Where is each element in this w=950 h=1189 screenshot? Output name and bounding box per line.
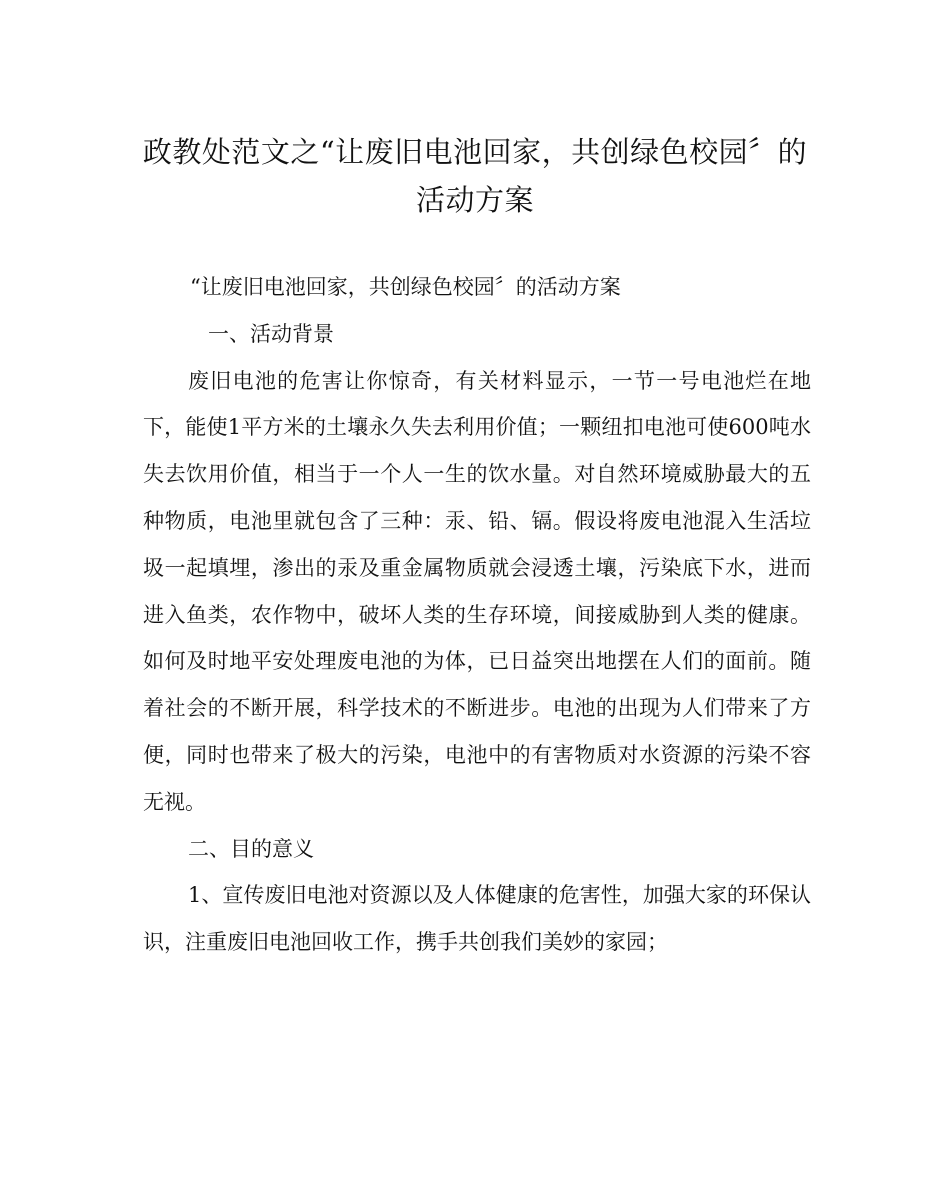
document-subtitle: “让废旧电池回家，共创绿色校园〞的活动方案: [190, 275, 621, 299]
purpose-item-1: 1、宣传废旧电池对资源以及人体健康的危害性，加强大家的环保认识，注重废旧电池回收工作，携手共创我们美妙的家园；: [143, 883, 811, 955]
section-heading-purpose: 二、目的意义: [188, 836, 314, 861]
document-body: [143, 264, 811, 966]
background-paragraph: 废旧电池的危害让你惊奇，有关材料显示，一节一号电池烂在地下，能使1平方米的土壤永久失去利用价值；一颗纽扣电池可使600吨水失去饮用价值，相当于一个人一生的饮水量。对自然环境威胁最大的五种物质，电池里就包含了三种：汞、铅、镉。假设将废电池混入生活垃圾一起填埋，渗出的汞及重金属物质就会浸透土壤，污染底下水，进而进入鱼类，农作物中，破坏人类的生存环境，间接威胁到人类的健康。如何及时地平安处理废电池的为体，已日益突出地摆在人们的面前。随着社会的不断开展，科学技术的不断进步。电池的出现为人们带来了方便，同时也带来了极大的污染，电池中的有害物质对水资源的污染不容无视。: [143, 368, 811, 814]
section-heading-background: 一、活动背景: [208, 321, 334, 346]
document-title: 政教处范文之“让废旧电池回家，共创绿色校园〞的活动方案: [142, 135, 808, 217]
